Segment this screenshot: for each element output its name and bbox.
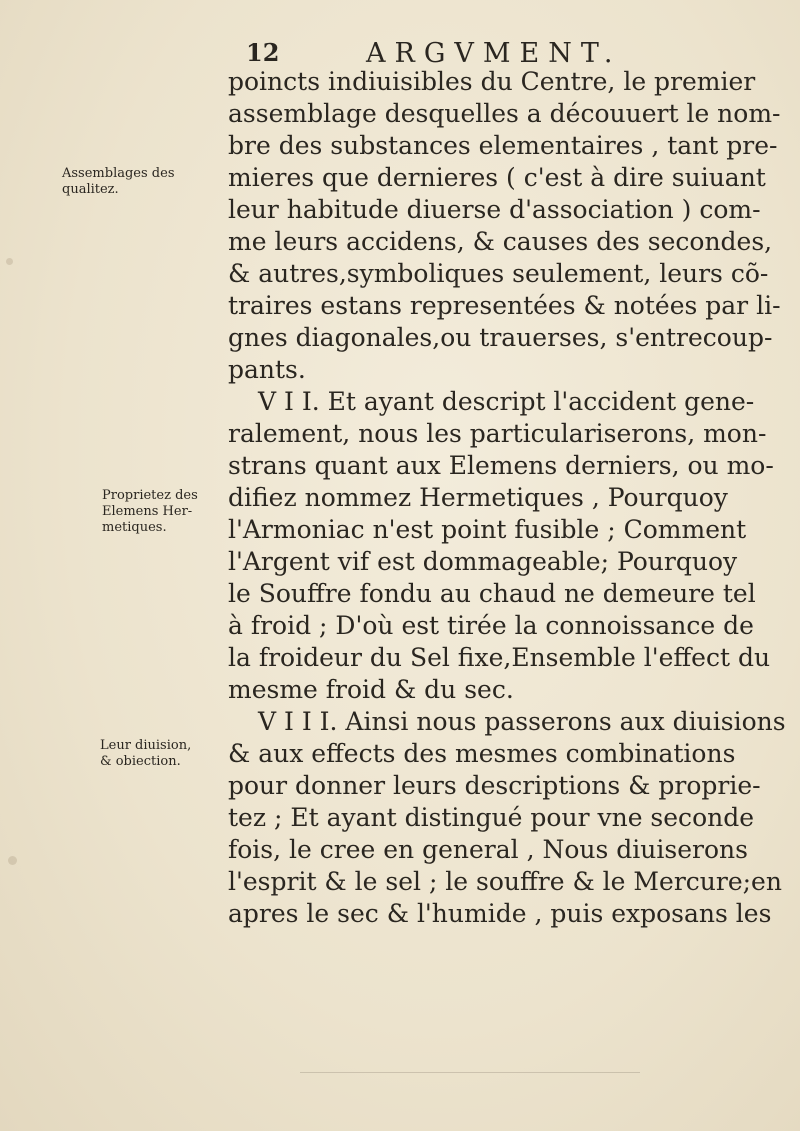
text-line: l'esprit & le sel ; le souffre & le Mercure;en (228, 867, 782, 896)
text-line: & autres,symboliques seulement, leurs cõ- (228, 259, 769, 288)
running-head: ARGVMENT. (366, 38, 622, 69)
section-start-line: V I I. Et ayant descript l'accident gene- (258, 387, 755, 416)
text-line: strans quant aux Elemens derniers, ou mo- (228, 451, 774, 480)
page-number: 12 (246, 38, 280, 67)
text-line: mesme froid & du sec. (228, 675, 514, 704)
text-line: gnes diagonales,ou trauerses, s'entrecoup- (228, 323, 773, 352)
margin-note-line: Leur diuision, (100, 738, 192, 753)
text-line: pour donner leurs descriptions & proprie- (228, 771, 761, 800)
text-line: tez ; Et ayant distingué pour vne seconde (228, 803, 755, 832)
text-line: mieres que dernieres ( c'est à dire suiuant (228, 163, 766, 192)
paper-stain (8, 856, 17, 865)
text-line: le Souffre fondu au chaud ne demeure tel (228, 579, 756, 608)
margin-note (62, 166, 175, 198)
text-line: traires estans representées & notées par li- (228, 291, 781, 320)
text-line: à froid ; D'où est tirée la connoissance de (228, 611, 754, 640)
margin-note-line: Assemblages des (62, 166, 175, 181)
text-line: poincts indiuisibles du Centre, le premier (228, 67, 756, 96)
text-line: leur habitude diuerse d'association ) com- (228, 195, 761, 224)
margin-note-line: Proprietez des (102, 488, 198, 503)
text-line: fois, le cree en general , Nous diuiserons (228, 835, 748, 864)
main-text (228, 66, 786, 930)
text-line: assemblage desquelles a découuert le nom- (228, 99, 781, 128)
page-header (0, 38, 800, 68)
text-line: difiez nommez Hermetiques , Pourquoy (228, 483, 728, 512)
text-line: bre des substances elementaires , tant pre- (228, 131, 778, 160)
margin-note-line: metiques. (102, 520, 167, 535)
section-start-line: V I I I. Ainsi nous passerons aux diuisions (258, 707, 786, 736)
text-line: ralement, nous les particulariserons, mon- (228, 419, 767, 448)
paper-stain (6, 258, 13, 265)
text-line: me leurs accidens, & causes des secondes, (228, 227, 773, 256)
text-line: la froideur du Sel fixe,Ensemble l'effect du (228, 643, 771, 672)
text-line: & aux effects des mesmes combinations (228, 739, 736, 768)
margin-note-line: & obiection. (100, 754, 181, 769)
margin-note (100, 738, 191, 770)
text-line: pants. (228, 355, 306, 384)
margin-note-line: Elemens Her- (102, 504, 193, 519)
text-line: l'Armoniac n'est point fusible ; Comment (228, 515, 747, 544)
bleed-through-rule (300, 1072, 640, 1073)
margin-note (102, 488, 198, 536)
margin-note-line: qualitez. (62, 182, 119, 197)
text-line: apres le sec & l'humide , puis exposans les (228, 899, 772, 928)
text-line: l'Argent vif est dommageable; Pourquoy (228, 547, 738, 576)
